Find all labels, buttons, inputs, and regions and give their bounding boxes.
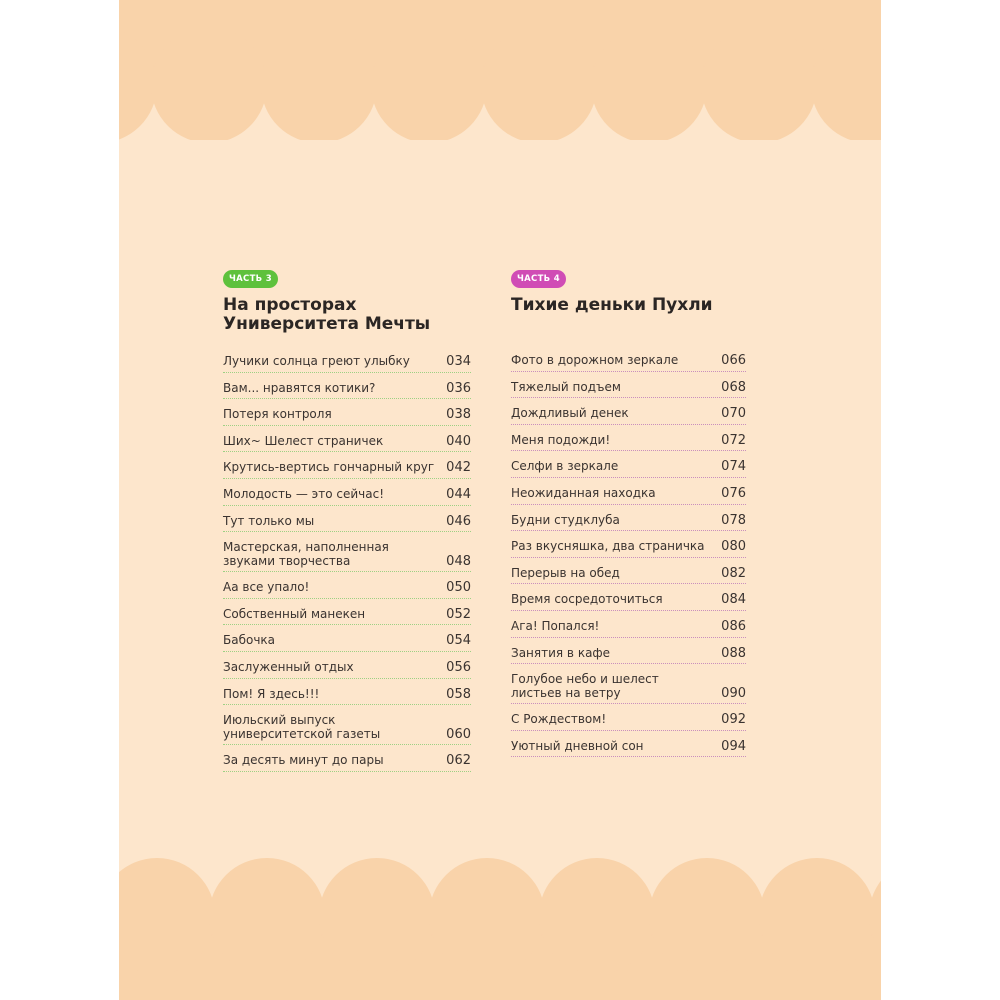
toc-item-page: 036	[446, 380, 471, 396]
toc-item-page: 040	[446, 433, 471, 449]
toc-item-page: 034	[446, 354, 471, 370]
toc-item-page: 072	[721, 432, 746, 448]
part-3-section	[223, 266, 471, 772]
toc-item-label: Уютный дневной сон	[511, 738, 644, 753]
toc-item-page: 088	[721, 645, 746, 661]
toc-item-label: Лучики солнца греют улыбку	[223, 354, 410, 369]
toc-item[interactable]	[511, 478, 746, 505]
toc-item[interactable]	[511, 398, 746, 425]
toc-item[interactable]	[223, 532, 471, 572]
toc-item-page: 080	[721, 539, 746, 555]
toc-item-page: 050	[446, 580, 471, 596]
toc-item-label: Молодость — это сейчас!	[223, 487, 384, 502]
toc-item[interactable]	[223, 426, 471, 453]
toc-item[interactable]	[223, 745, 471, 772]
toc-item-label: Тяжелый подъем	[511, 379, 621, 394]
toc-item[interactable]	[223, 373, 471, 400]
toc-item-page: 084	[721, 592, 746, 608]
scallop-bottom-decoration	[119, 856, 881, 1000]
toc-item[interactable]	[511, 584, 746, 611]
toc-item[interactable]	[223, 399, 471, 426]
toc-item-label: Перерыв на обед	[511, 565, 620, 580]
toc-item[interactable]	[223, 679, 471, 706]
toc-item-page: 070	[721, 406, 746, 422]
toc-item-label: Бабочка	[223, 633, 276, 648]
toc-item-page: 062	[446, 753, 471, 769]
toc-item-page: 066	[721, 353, 746, 369]
toc-item-label: Аа все упало!	[223, 580, 310, 595]
toc-item-page: 090	[721, 685, 746, 701]
toc-item[interactable]	[511, 345, 746, 372]
toc-item-label: Пом! Я здесь!!!	[223, 686, 320, 701]
toc-item-page: 076	[721, 486, 746, 502]
toc-item-page: 074	[721, 459, 746, 475]
toc-item[interactable]	[223, 452, 471, 479]
toc-item-page: 046	[446, 513, 471, 529]
toc-item-page: 094	[721, 738, 746, 754]
part-4-toc-list	[511, 345, 746, 757]
toc-item[interactable]	[223, 625, 471, 652]
toc-item-page: 044	[446, 487, 471, 503]
toc-item-label: Меня подожди!	[511, 432, 611, 447]
toc-item-label: Будни студклуба	[511, 512, 620, 527]
toc-item-page: 054	[446, 633, 471, 649]
part-3-toc-list	[223, 346, 471, 772]
toc-item-label: Июльский выпуск университетской газеты	[223, 713, 381, 741]
toc-item-label: Раз вкусняшка, два страничка	[511, 539, 705, 554]
toc-item-label: Дождливый денек	[511, 406, 629, 421]
scallop-top-decoration	[119, 0, 881, 140]
toc-item-page: 060	[446, 726, 471, 742]
toc-item[interactable]	[223, 572, 471, 599]
toc-item-label: Мастерская, наполненная звуками творчества	[223, 540, 389, 568]
toc-item[interactable]	[511, 531, 746, 558]
toc-item[interactable]	[511, 664, 746, 704]
toc-item[interactable]	[511, 731, 746, 758]
toc-item-page: 092	[721, 712, 746, 728]
toc-item-label: Ага! Попался!	[511, 619, 600, 634]
toc-item[interactable]	[511, 704, 746, 731]
toc-item-page: 068	[721, 379, 746, 395]
part-4-badge: ЧАСТЬ 4	[511, 270, 566, 288]
toc-item[interactable]	[511, 505, 746, 532]
toc-item[interactable]	[223, 479, 471, 506]
toc-item-label: Заслуженный отдых	[223, 660, 354, 675]
toc-item[interactable]	[223, 705, 471, 745]
toc-item-label: Неожиданная находка	[511, 486, 656, 501]
toc-item-label: Потеря контроля	[223, 407, 332, 422]
toc-item[interactable]	[511, 638, 746, 665]
toc-item-page: 042	[446, 460, 471, 476]
toc-item-page: 082	[721, 565, 746, 581]
toc-item-page: 048	[446, 553, 471, 569]
toc-item-label: Селфи в зеркале	[511, 459, 619, 474]
toc-item[interactable]	[223, 599, 471, 626]
toc-item-label: Собственный манекен	[223, 606, 366, 621]
toc-item-label: Занятия в кафе	[511, 645, 611, 660]
toc-item[interactable]	[223, 346, 471, 373]
toc-item-page: 086	[721, 619, 746, 635]
toc-item[interactable]	[511, 425, 746, 452]
part-3-title: На просторах Университета Мечты	[223, 295, 431, 334]
toc-item-label: Ших~ Шелест страничек	[223, 433, 384, 448]
toc-item-page: 078	[721, 512, 746, 528]
toc-item[interactable]	[223, 506, 471, 533]
toc-item-page: 052	[446, 606, 471, 622]
toc-item[interactable]	[511, 372, 746, 399]
toc-item[interactable]	[511, 451, 746, 478]
part-4-section	[511, 266, 746, 757]
toc-item[interactable]	[511, 558, 746, 585]
book-page	[119, 0, 881, 1000]
toc-item-label: Голубое небо и шелест листьев на ветру	[511, 672, 659, 700]
toc-item-label: Время сосредоточиться	[511, 592, 663, 607]
toc-item-label: За десять минут до пары	[223, 753, 384, 768]
toc-item-page: 038	[446, 407, 471, 423]
toc-item-label: Крутись-вертись гончарный круг	[223, 460, 435, 475]
part-4-title: Тихие деньки Пухли	[511, 295, 713, 315]
toc-item-label: Тут только мы	[223, 513, 315, 528]
toc-item-label: С Рождеством!	[511, 712, 607, 727]
toc-item-page: 056	[446, 660, 471, 676]
toc-item-label: Вам... нравятся котики?	[223, 380, 376, 395]
part-3-badge: ЧАСТЬ 3	[223, 270, 278, 288]
toc-item[interactable]	[223, 652, 471, 679]
toc-item-page: 058	[446, 686, 471, 702]
toc-item-label: Фото в дорожном зеркале	[511, 353, 679, 368]
toc-item[interactable]	[511, 611, 746, 638]
